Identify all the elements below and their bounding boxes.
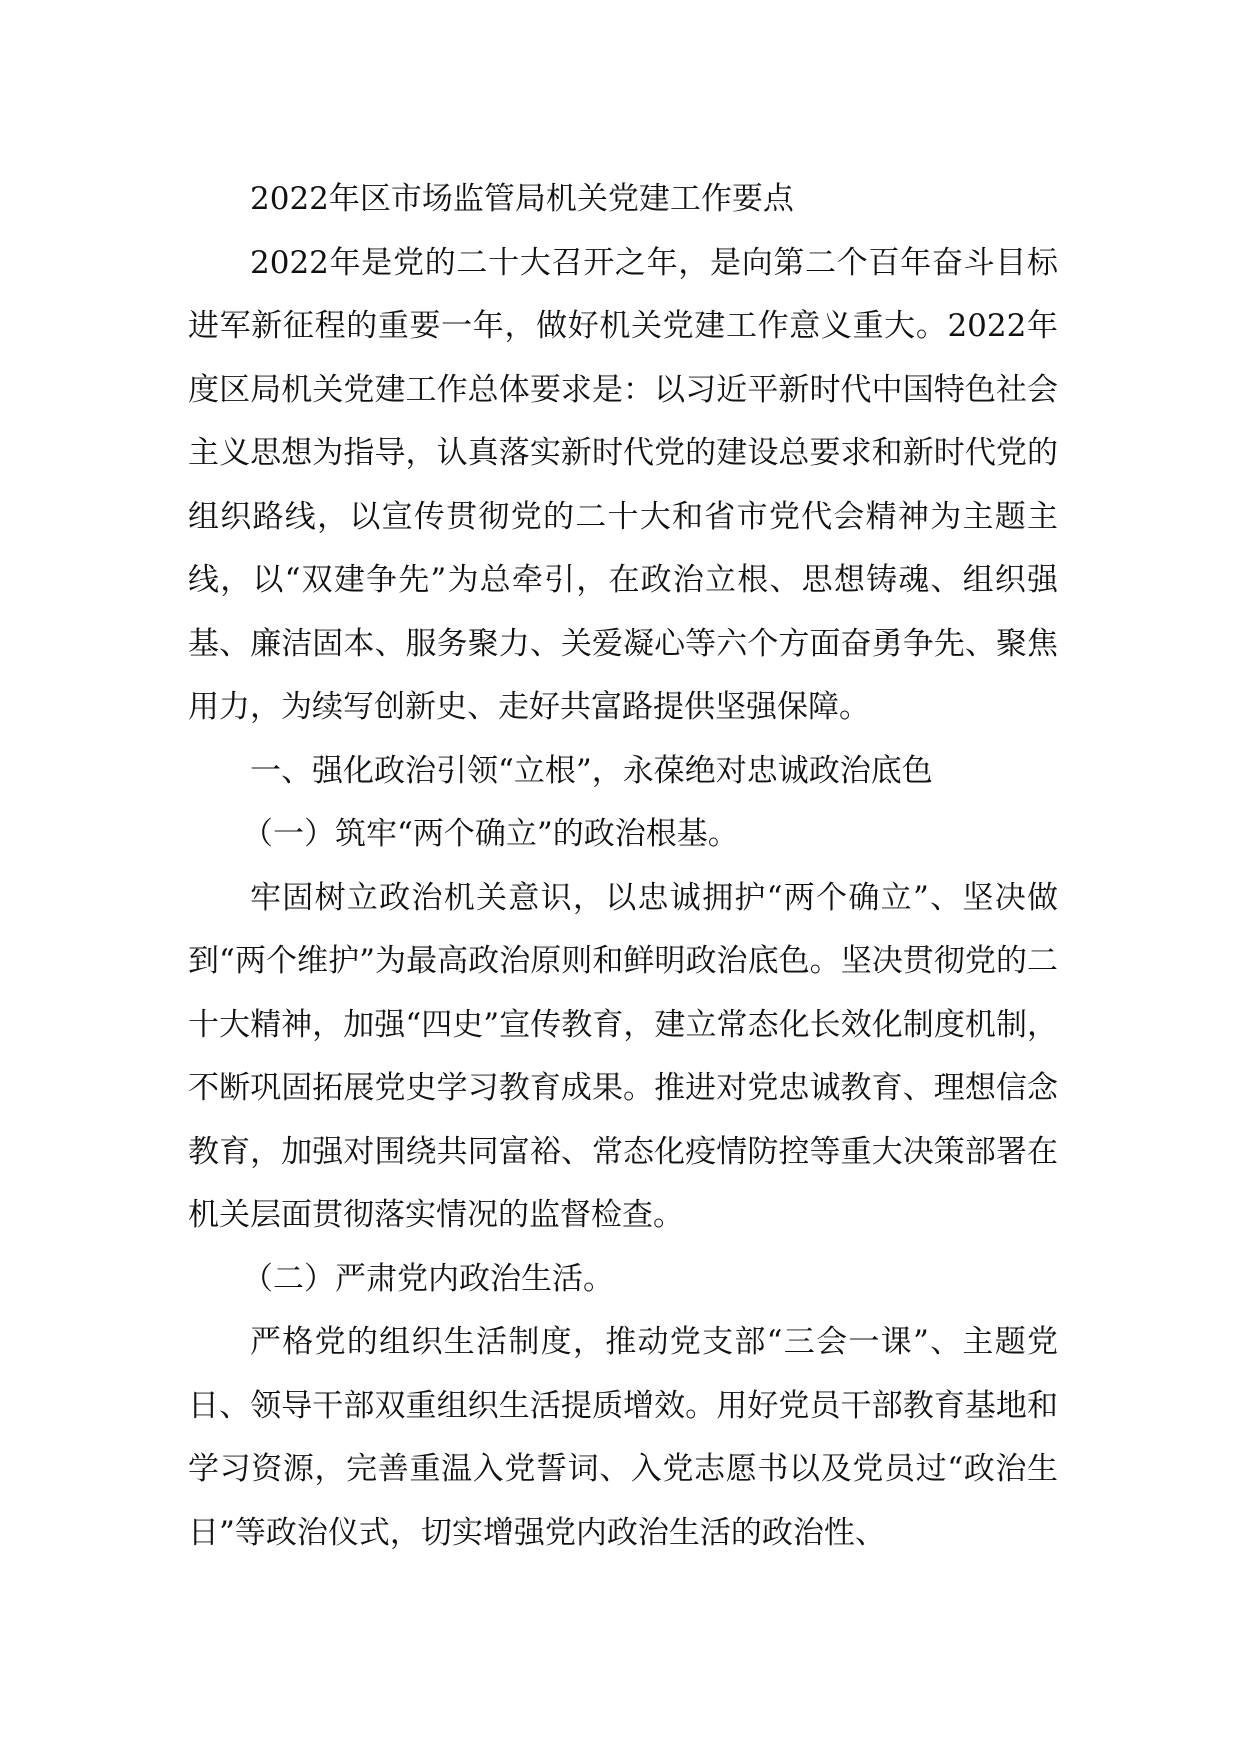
subsection-heading-2: （二）严肃党内政治生活。: [242, 1260, 614, 1297]
document-title: 2022年区市场监管局机关党建工作要点: [250, 181, 794, 217]
subsection-heading-1: （一）筑牢“两个确立”的政治根基。: [242, 816, 739, 852]
subsection-body-2: 严格党的组织生活制度，推动党支部“三会一课”、主题党日、领导干部双重组织生活提质增效。用好党员干部教育基地和学习资源，完善重温入党誓词、入党志愿书以及党员过“政治生日”等政治仪式，切实增强党内政治生活的政治性、: [188, 1324, 1058, 1551]
subsection-body-1: 牢固树立政治机关意识，以忠诚拥护“两个确立”、坚决做到“两个维护”为最高政治原则和鲜明政治底色。坚决贯彻党的二十大精神，加强“四史”宣传教育，建立常态化长效化制度机制，不断巩固拓展党史学习教育成果。推进对党忠诚教育、理想信念教育，加强对围绕共同富裕、常态化疫情防控等重大决策部署在机关层面贯彻落实情况的监督检查。: [188, 879, 1058, 1233]
intro-paragraph: 2022年是党的二十大召开之年，是向第二个百年奋斗目标进军新征程的重要一年，做好机关党建工作意义重大。2022年度区局机关党建工作总体要求是：以习近平新时代中国特色社会主义思想为指导，认真落实新时代党的建设总要求和新时代党的组织路线，以宣传贯彻党的二十大和省市党代会精神为主题主线，以“双建争先”为总牵引，在政治立根、思想铸魂、组织强基、廉洁固本、服务聚力、关爱凝心等六个方面奋勇争先、聚焦用力，为续写创新史、走好共富路提供坚强保障。: [188, 244, 1058, 725]
document-page: [188, 168, 1058, 1565]
section-heading-1: 一、强化政治引领“立根”，永葆绝对忠诚政治底色: [250, 752, 933, 789]
